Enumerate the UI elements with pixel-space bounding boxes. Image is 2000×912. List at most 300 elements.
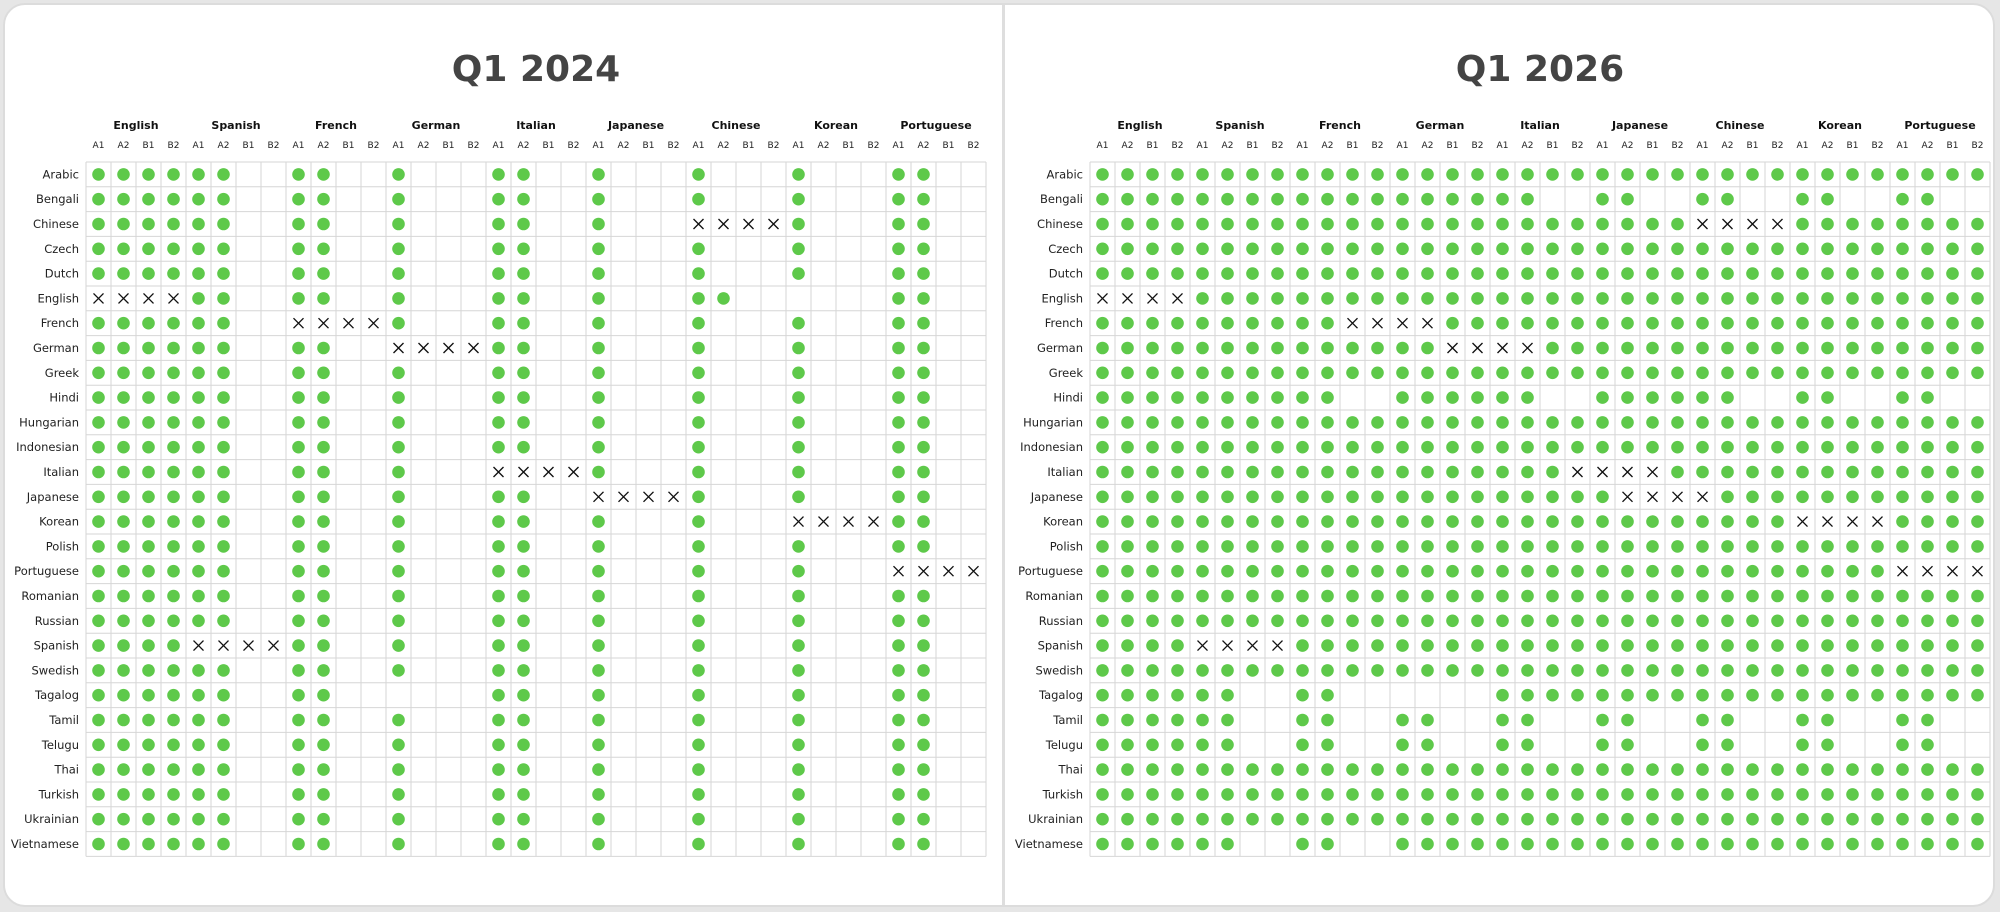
level-label-spanish-a2: A2 xyxy=(1221,141,1234,151)
dot-japanese-italian-a2 xyxy=(1521,491,1534,504)
row-label-portuguese: Portuguese xyxy=(1018,564,1083,579)
dot-japanese-korean-b2 xyxy=(1871,491,1884,504)
dot-thai-english-a2 xyxy=(1121,763,1134,776)
dot-indonesian-japanese-a1 xyxy=(592,441,605,454)
dot-hungarian-spanish-a1 xyxy=(192,416,205,429)
dot-bengali-german-a1 xyxy=(392,193,405,206)
dot-french-spanish-a2 xyxy=(1221,317,1234,330)
dot-vietnamese-german-a1 xyxy=(392,838,405,851)
dot-hindi-german-a1 xyxy=(1396,391,1409,404)
row-label-bengali: Bengali xyxy=(1040,192,1083,207)
dot-tamil-french-a2 xyxy=(1321,714,1334,727)
dot-telugu-chinese-a1 xyxy=(1696,739,1709,752)
dot-tagalog-italian-a1 xyxy=(1496,689,1509,702)
dot-russian-japanese-b2 xyxy=(1671,615,1684,628)
dot-czech-japanese-a1 xyxy=(592,243,605,256)
cross-chinese-chinese-a1 xyxy=(694,219,704,229)
dot-japanese-italian-b1 xyxy=(1546,491,1559,504)
dot-greek-japanese-a1 xyxy=(592,367,605,380)
level-label-french-b1: B1 xyxy=(1346,141,1359,151)
dot-tamil-german-a1 xyxy=(1396,714,1409,727)
dot-tamil-italian-a1 xyxy=(492,714,505,727)
dot-swedish-english-b2 xyxy=(167,664,180,677)
row-label-arabic: Arabic xyxy=(1046,167,1083,182)
dot-indonesian-italian-a2 xyxy=(517,441,530,454)
level-label-french-b2: B2 xyxy=(1371,141,1384,151)
dot-tagalog-korean-a1 xyxy=(1796,689,1809,702)
dot-dutch-japanese-a1 xyxy=(1596,267,1609,280)
dot-ukrainian-spanish-b2 xyxy=(1271,813,1284,826)
dot-swedish-spanish-a2 xyxy=(1221,664,1234,677)
dot-thai-spanish-b2 xyxy=(1271,763,1284,776)
column-header-portuguese: Portuguese xyxy=(1904,119,1976,132)
dot-indonesian-italian-a1 xyxy=(492,441,505,454)
cross-korean-korean-b1 xyxy=(1848,517,1858,527)
dot-czech-english-b1 xyxy=(142,243,155,256)
dot-french-italian-a2 xyxy=(1521,317,1534,330)
dot-turkish-french-a2 xyxy=(317,788,330,801)
dot-spanish-german-b2 xyxy=(1471,639,1484,652)
dot-russian-spanish-a2 xyxy=(1221,615,1234,628)
dot-swedish-spanish-a1 xyxy=(1196,664,1209,677)
dot-indonesian-french-a2 xyxy=(1321,441,1334,454)
dot-chinese-italian-b2 xyxy=(1571,218,1584,231)
dot-polish-korean-b1 xyxy=(1846,540,1859,553)
dot-vietnamese-french-a2 xyxy=(1321,838,1334,851)
dot-hindi-spanish-b2 xyxy=(1271,391,1284,404)
dot-telugu-japanese-a2 xyxy=(1621,739,1634,752)
dot-vietnamese-italian-a1 xyxy=(492,838,505,851)
dot-bengali-german-b2 xyxy=(1471,193,1484,206)
dot-korean-english-b1 xyxy=(1146,515,1159,528)
dot-vietnamese-french-a2 xyxy=(317,838,330,851)
dot-hungarian-portuguese-a1 xyxy=(1896,416,1909,429)
cross-french-french-a2 xyxy=(319,318,329,328)
dot-spanish-portuguese-a2 xyxy=(1921,639,1934,652)
dot-chinese-portuguese-b2 xyxy=(1971,218,1984,231)
dot-swedish-portuguese-a2 xyxy=(917,664,930,677)
dot-turkish-portuguese-a2 xyxy=(917,788,930,801)
dot-turkish-french-b1 xyxy=(1346,788,1359,801)
dot-ukrainian-japanese-a1 xyxy=(1596,813,1609,826)
dot-tamil-french-a1 xyxy=(1296,714,1309,727)
dot-thai-japanese-a2 xyxy=(1621,763,1634,776)
dot-arabic-portuguese-b2 xyxy=(1971,168,1984,181)
dot-hindi-french-a1 xyxy=(1296,391,1309,404)
dot-arabic-japanese-b1 xyxy=(1646,168,1659,181)
dot-spanish-french-b2 xyxy=(1371,639,1384,652)
dot-tagalog-chinese-a1 xyxy=(692,689,705,702)
dot-tamil-english-a2 xyxy=(1121,714,1134,727)
dot-thai-japanese-b1 xyxy=(1646,763,1659,776)
dot-spanish-japanese-a1 xyxy=(1596,639,1609,652)
dot-italian-chinese-a1 xyxy=(692,466,705,479)
dot-swedish-chinese-a1 xyxy=(692,664,705,677)
dot-dutch-italian-b1 xyxy=(1546,267,1559,280)
panel-q1-2026 xyxy=(1005,5,1995,907)
cross-french-german-a2 xyxy=(1423,318,1433,328)
dot-arabic-japanese-a2 xyxy=(1621,168,1634,181)
dot-english-italian-b2 xyxy=(1571,292,1584,305)
dot-arabic-english-a1 xyxy=(1096,168,1109,181)
dot-italian-german-a1 xyxy=(392,466,405,479)
level-label-japanese-b2: B2 xyxy=(667,141,680,151)
dot-hungarian-portuguese-a1 xyxy=(892,416,905,429)
dot-chinese-korean-a1 xyxy=(792,218,805,231)
dot-polish-chinese-a2 xyxy=(1721,540,1734,553)
dot-vietnamese-japanese-a2 xyxy=(1621,838,1634,851)
level-label-portuguese-a1: A1 xyxy=(892,141,905,151)
dot-arabic-korean-a1 xyxy=(792,168,805,181)
dot-dutch-spanish-a2 xyxy=(1221,267,1234,280)
dot-indonesian-english-b2 xyxy=(167,441,180,454)
dot-italian-italian-b1 xyxy=(1546,466,1559,479)
dot-russian-korean-a1 xyxy=(1796,615,1809,628)
dot-korean-portuguese-b1 xyxy=(1946,515,1959,528)
dot-telugu-chinese-a1 xyxy=(692,739,705,752)
dot-hungarian-german-a1 xyxy=(392,416,405,429)
dot-czech-english-b1 xyxy=(1146,243,1159,256)
dot-romanian-chinese-b2 xyxy=(1771,590,1784,603)
dot-indonesian-french-a2 xyxy=(317,441,330,454)
dot-chinese-korean-a2 xyxy=(1821,218,1834,231)
dot-chinese-spanish-a2 xyxy=(1221,218,1234,231)
row-label-italian: Italian xyxy=(43,465,79,479)
dot-romanian-portuguese-a1 xyxy=(1896,590,1909,603)
dot-dutch-japanese-a2 xyxy=(1621,267,1634,280)
dot-romanian-japanese-b1 xyxy=(1646,590,1659,603)
level-label-chinese-b2: B2 xyxy=(767,141,780,151)
dot-russian-french-b2 xyxy=(1371,615,1384,628)
dot-korean-portuguese-a2 xyxy=(917,515,930,528)
row-label-vietnamese: Vietnamese xyxy=(1014,837,1083,851)
dot-bengali-german-b1 xyxy=(1446,193,1459,206)
dot-romanian-portuguese-a2 xyxy=(917,590,930,603)
dot-tagalog-japanese-b2 xyxy=(1671,689,1684,702)
dot-spanish-italian-a1 xyxy=(492,639,505,652)
dot-romanian-spanish-a2 xyxy=(217,590,230,603)
dot-french-italian-b2 xyxy=(1571,317,1584,330)
dot-spanish-german-a1 xyxy=(1396,639,1409,652)
level-label-portuguese-a1: A1 xyxy=(1896,141,1909,151)
dot-chinese-english-a2 xyxy=(117,218,130,231)
dot-russian-portuguese-b1 xyxy=(1946,615,1959,628)
dot-english-japanese-a1 xyxy=(1596,292,1609,305)
dot-hungarian-japanese-b1 xyxy=(1646,416,1659,429)
dot-czech-portuguese-a1 xyxy=(892,243,905,256)
dot-dutch-french-a1 xyxy=(1296,267,1309,280)
dot-french-english-a1 xyxy=(92,317,105,330)
dot-japanese-japanese-a1 xyxy=(1596,491,1609,504)
dot-portuguese-english-a2 xyxy=(117,565,130,578)
dot-portuguese-korean-a2 xyxy=(1821,565,1834,578)
dot-spanish-portuguese-a1 xyxy=(1896,639,1909,652)
dot-japanese-italian-a1 xyxy=(492,491,505,504)
dot-hungarian-japanese-a1 xyxy=(1596,416,1609,429)
dot-telugu-french-a1 xyxy=(1296,739,1309,752)
dot-portuguese-spanish-a2 xyxy=(217,565,230,578)
dot-korean-german-b1 xyxy=(1446,515,1459,528)
dot-dutch-german-a2 xyxy=(1421,267,1434,280)
dot-greek-english-b2 xyxy=(167,367,180,380)
dot-russian-korean-b1 xyxy=(1846,615,1859,628)
dot-arabic-spanish-a2 xyxy=(1221,168,1234,181)
dot-german-chinese-a1 xyxy=(1696,342,1709,355)
dot-portuguese-french-b2 xyxy=(1371,565,1384,578)
dot-italian-italian-a2 xyxy=(1521,466,1534,479)
dot-russian-portuguese-a1 xyxy=(892,615,905,628)
level-label-korean-a2: A2 xyxy=(1821,141,1834,151)
dot-german-english-a1 xyxy=(1096,342,1109,355)
dot-spanish-english-a1 xyxy=(1096,639,1109,652)
dot-polish-japanese-a1 xyxy=(1596,540,1609,553)
dot-tamil-english-a2 xyxy=(117,714,130,727)
cross-spanish-spanish-b2 xyxy=(1273,641,1283,651)
level-label-english-b2: B2 xyxy=(167,141,180,151)
cross-french-french-b1 xyxy=(344,318,354,328)
dot-vietnamese-german-a2 xyxy=(1421,838,1434,851)
dot-ukrainian-chinese-b1 xyxy=(1746,813,1759,826)
dot-arabic-korean-a1 xyxy=(1796,168,1809,181)
dot-german-chinese-a1 xyxy=(692,342,705,355)
dot-vietnamese-spanish-a1 xyxy=(1196,838,1209,851)
dot-russian-french-a1 xyxy=(292,615,305,628)
dot-polish-portuguese-b2 xyxy=(1971,540,1984,553)
dot-korean-japanese-b1 xyxy=(1646,515,1659,528)
dot-french-portuguese-b1 xyxy=(1946,317,1959,330)
dot-polish-chinese-b2 xyxy=(1771,540,1784,553)
dot-french-italian-a1 xyxy=(492,317,505,330)
dot-tagalog-english-a2 xyxy=(1121,689,1134,702)
dot-polish-french-b2 xyxy=(1371,540,1384,553)
dot-french-portuguese-a2 xyxy=(1921,317,1934,330)
cross-german-german-a2 xyxy=(419,343,429,353)
dot-english-chinese-b1 xyxy=(1746,292,1759,305)
row-label-thai: Thai xyxy=(1058,762,1083,777)
dot-hungarian-italian-a1 xyxy=(492,416,505,429)
dot-portuguese-german-b1 xyxy=(1446,565,1459,578)
dot-bengali-english-a2 xyxy=(1121,193,1134,206)
cross-portuguese-portuguese-a1 xyxy=(1898,566,1908,576)
dot-german-spanish-a2 xyxy=(217,342,230,355)
dot-thai-chinese-b1 xyxy=(1746,763,1759,776)
dot-tamil-japanese-a1 xyxy=(1596,714,1609,727)
dot-greek-french-b2 xyxy=(1371,367,1384,380)
dot-french-spanish-a1 xyxy=(192,317,205,330)
dot-turkish-korean-a1 xyxy=(792,788,805,801)
level-label-korean-b1: B1 xyxy=(842,141,855,151)
cross-spanish-spanish-a1 xyxy=(194,641,204,651)
dot-indonesian-french-b2 xyxy=(1371,441,1384,454)
dot-bengali-french-a2 xyxy=(317,193,330,206)
dot-romanian-italian-a2 xyxy=(1521,590,1534,603)
row-label-japanese: Japanese xyxy=(26,489,79,504)
dot-turkish-korean-b1 xyxy=(1846,788,1859,801)
dot-italian-chinese-b2 xyxy=(1771,466,1784,479)
dot-arabic-spanish-b2 xyxy=(1271,168,1284,181)
level-label-japanese-b1: B1 xyxy=(1646,141,1659,151)
dot-polish-korean-a1 xyxy=(792,540,805,553)
grid-lines xyxy=(1090,162,1990,856)
grid-lines xyxy=(86,162,986,856)
dot-korean-italian-b1 xyxy=(1546,515,1559,528)
dot-thai-korean-b1 xyxy=(1846,763,1859,776)
dot-turkish-italian-a1 xyxy=(1496,788,1509,801)
dot-hindi-german-b2 xyxy=(1471,391,1484,404)
dot-spanish-portuguese-a1 xyxy=(892,639,905,652)
dot-spanish-chinese-a2 xyxy=(1721,639,1734,652)
dot-romanian-german-b2 xyxy=(1471,590,1484,603)
dot-japanese-german-b1 xyxy=(1446,491,1459,504)
dot-portuguese-italian-a2 xyxy=(1521,565,1534,578)
dot-hungarian-spanish-a1 xyxy=(1196,416,1209,429)
dot-chinese-english-b1 xyxy=(1146,218,1159,231)
dot-polish-spanish-a1 xyxy=(192,540,205,553)
dot-japanese-portuguese-b1 xyxy=(1946,491,1959,504)
dot-french-german-a1 xyxy=(392,317,405,330)
dot-korean-german-a1 xyxy=(392,515,405,528)
dot-thai-spanish-a1 xyxy=(192,763,205,776)
dot-arabic-english-a2 xyxy=(117,168,130,181)
dot-indonesian-korean-b1 xyxy=(1846,441,1859,454)
cross-german-german-b2 xyxy=(469,343,479,353)
dot-vietnamese-english-a1 xyxy=(92,838,105,851)
dot-hindi-portuguese-a1 xyxy=(1896,391,1909,404)
dot-greek-chinese-a1 xyxy=(1696,367,1709,380)
dot-german-korean-b1 xyxy=(1846,342,1859,355)
dot-arabic-english-b1 xyxy=(1146,168,1159,181)
dot-portuguese-french-a1 xyxy=(292,565,305,578)
dot-ukrainian-spanish-a1 xyxy=(1196,813,1209,826)
dot-arabic-portuguese-a2 xyxy=(1921,168,1934,181)
dot-french-korean-b1 xyxy=(1846,317,1859,330)
dot-spanish-portuguese-b1 xyxy=(1946,639,1959,652)
dot-chinese-japanese-a1 xyxy=(592,218,605,231)
dot-czech-french-a2 xyxy=(317,243,330,256)
dot-chinese-portuguese-a2 xyxy=(917,218,930,231)
dot-tagalog-spanish-a2 xyxy=(1221,689,1234,702)
dot-korean-chinese-a1 xyxy=(1696,515,1709,528)
dot-korean-french-b2 xyxy=(1371,515,1384,528)
dot-portuguese-korean-a1 xyxy=(1796,565,1809,578)
dot-romanian-spanish-a2 xyxy=(1221,590,1234,603)
dot-hungarian-korean-a2 xyxy=(1821,416,1834,429)
dot-bengali-portuguese-a2 xyxy=(1921,193,1934,206)
dot-bengali-italian-a1 xyxy=(492,193,505,206)
dot-greek-english-a1 xyxy=(1096,367,1109,380)
level-label-french-b2: B2 xyxy=(367,141,380,151)
dot-chinese-korean-b2 xyxy=(1871,218,1884,231)
dot-polish-spanish-a2 xyxy=(217,540,230,553)
dot-german-italian-b1 xyxy=(1546,342,1559,355)
dot-turkish-italian-a2 xyxy=(1521,788,1534,801)
dot-korean-french-a2 xyxy=(317,515,330,528)
dot-vietnamese-english-b2 xyxy=(1171,838,1184,851)
dot-romanian-german-a1 xyxy=(392,590,405,603)
column-header-english: English xyxy=(113,119,159,132)
dot-hungarian-korean-b1 xyxy=(1846,416,1859,429)
row-label-indonesian: Indonesian xyxy=(16,440,79,455)
dot-italian-french-a1 xyxy=(292,466,305,479)
dot-indonesian-german-a1 xyxy=(392,441,405,454)
dot-japanese-spanish-a1 xyxy=(192,491,205,504)
row-label-tagalog: Tagalog xyxy=(1038,688,1083,703)
dot-italian-german-a2 xyxy=(1421,466,1434,479)
row-label-spanish: Spanish xyxy=(1037,638,1083,653)
dot-italian-german-b1 xyxy=(1446,466,1459,479)
dot-indonesian-chinese-a2 xyxy=(1721,441,1734,454)
dot-tamil-chinese-a2 xyxy=(1721,714,1734,727)
dot-turkish-english-b1 xyxy=(142,788,155,801)
dot-dutch-french-a2 xyxy=(317,267,330,280)
dot-indonesian-english-b2 xyxy=(1171,441,1184,454)
dot-swedish-korean-b2 xyxy=(1871,664,1884,677)
dot-greek-french-a2 xyxy=(1321,367,1334,380)
dot-hungarian-french-b1 xyxy=(1346,416,1359,429)
dot-bengali-korean-a1 xyxy=(1796,193,1809,206)
dot-telugu-english-b1 xyxy=(1146,739,1159,752)
dot-hindi-chinese-a1 xyxy=(1696,391,1709,404)
level-label-italian-b1: B1 xyxy=(542,141,555,151)
cross-japanese-japanese-a2 xyxy=(1623,492,1633,502)
dot-chinese-english-b1 xyxy=(142,218,155,231)
dot-polish-portuguese-a2 xyxy=(1921,540,1934,553)
dot-romanian-spanish-a1 xyxy=(192,590,205,603)
dot-german-english-a1 xyxy=(92,342,105,355)
dot-spanish-korean-a1 xyxy=(792,639,805,652)
dot-vietnamese-english-a2 xyxy=(1121,838,1134,851)
column-header-japanese: Japanese xyxy=(1611,119,1669,132)
dot-vietnamese-chinese-a2 xyxy=(1721,838,1734,851)
dot-swedish-spanish-b2 xyxy=(1271,664,1284,677)
dot-ukrainian-german-b2 xyxy=(1471,813,1484,826)
dot-ukrainian-english-a1 xyxy=(92,813,105,826)
dot-swedish-english-a2 xyxy=(1121,664,1134,677)
dot-french-english-b1 xyxy=(1146,317,1159,330)
dot-korean-chinese-b2 xyxy=(1771,515,1784,528)
dot-ukrainian-japanese-a1 xyxy=(592,813,605,826)
dot-polish-french-b1 xyxy=(1346,540,1359,553)
dot-bengali-french-b2 xyxy=(1371,193,1384,206)
dot-russian-english-b1 xyxy=(142,615,155,628)
dot-bengali-italian-a2 xyxy=(1521,193,1534,206)
dot-swedish-german-a1 xyxy=(392,664,405,677)
dot-tagalog-korean-a1 xyxy=(792,689,805,702)
dot-japanese-spanish-b1 xyxy=(1246,491,1259,504)
dot-indonesian-spanish-b2 xyxy=(1271,441,1284,454)
dot-dutch-chinese-b1 xyxy=(1746,267,1759,280)
level-label-italian-b1: B1 xyxy=(1546,141,1559,151)
dot-swedish-japanese-b2 xyxy=(1671,664,1684,677)
dot-greek-german-a2 xyxy=(1421,367,1434,380)
row-label-japanese: Japanese xyxy=(1030,489,1083,504)
dot-hindi-english-a1 xyxy=(1096,391,1109,404)
dot-italian-german-a1 xyxy=(1396,466,1409,479)
dot-chinese-italian-a2 xyxy=(1521,218,1534,231)
dot-romanian-english-a2 xyxy=(1121,590,1134,603)
dot-vietnamese-chinese-a1 xyxy=(692,838,705,851)
level-label-italian-a2: A2 xyxy=(517,141,530,151)
dot-hungarian-japanese-b2 xyxy=(1671,416,1684,429)
cross-italian-italian-b2 xyxy=(1573,467,1583,477)
dot-bengali-french-b1 xyxy=(1346,193,1359,206)
dot-ukrainian-chinese-b2 xyxy=(1771,813,1784,826)
dot-vietnamese-spanish-a2 xyxy=(1221,838,1234,851)
dot-indonesian-korean-b2 xyxy=(1871,441,1884,454)
dot-polish-german-b1 xyxy=(1446,540,1459,553)
dot-russian-spanish-b2 xyxy=(1271,615,1284,628)
dot-german-japanese-b2 xyxy=(1671,342,1684,355)
